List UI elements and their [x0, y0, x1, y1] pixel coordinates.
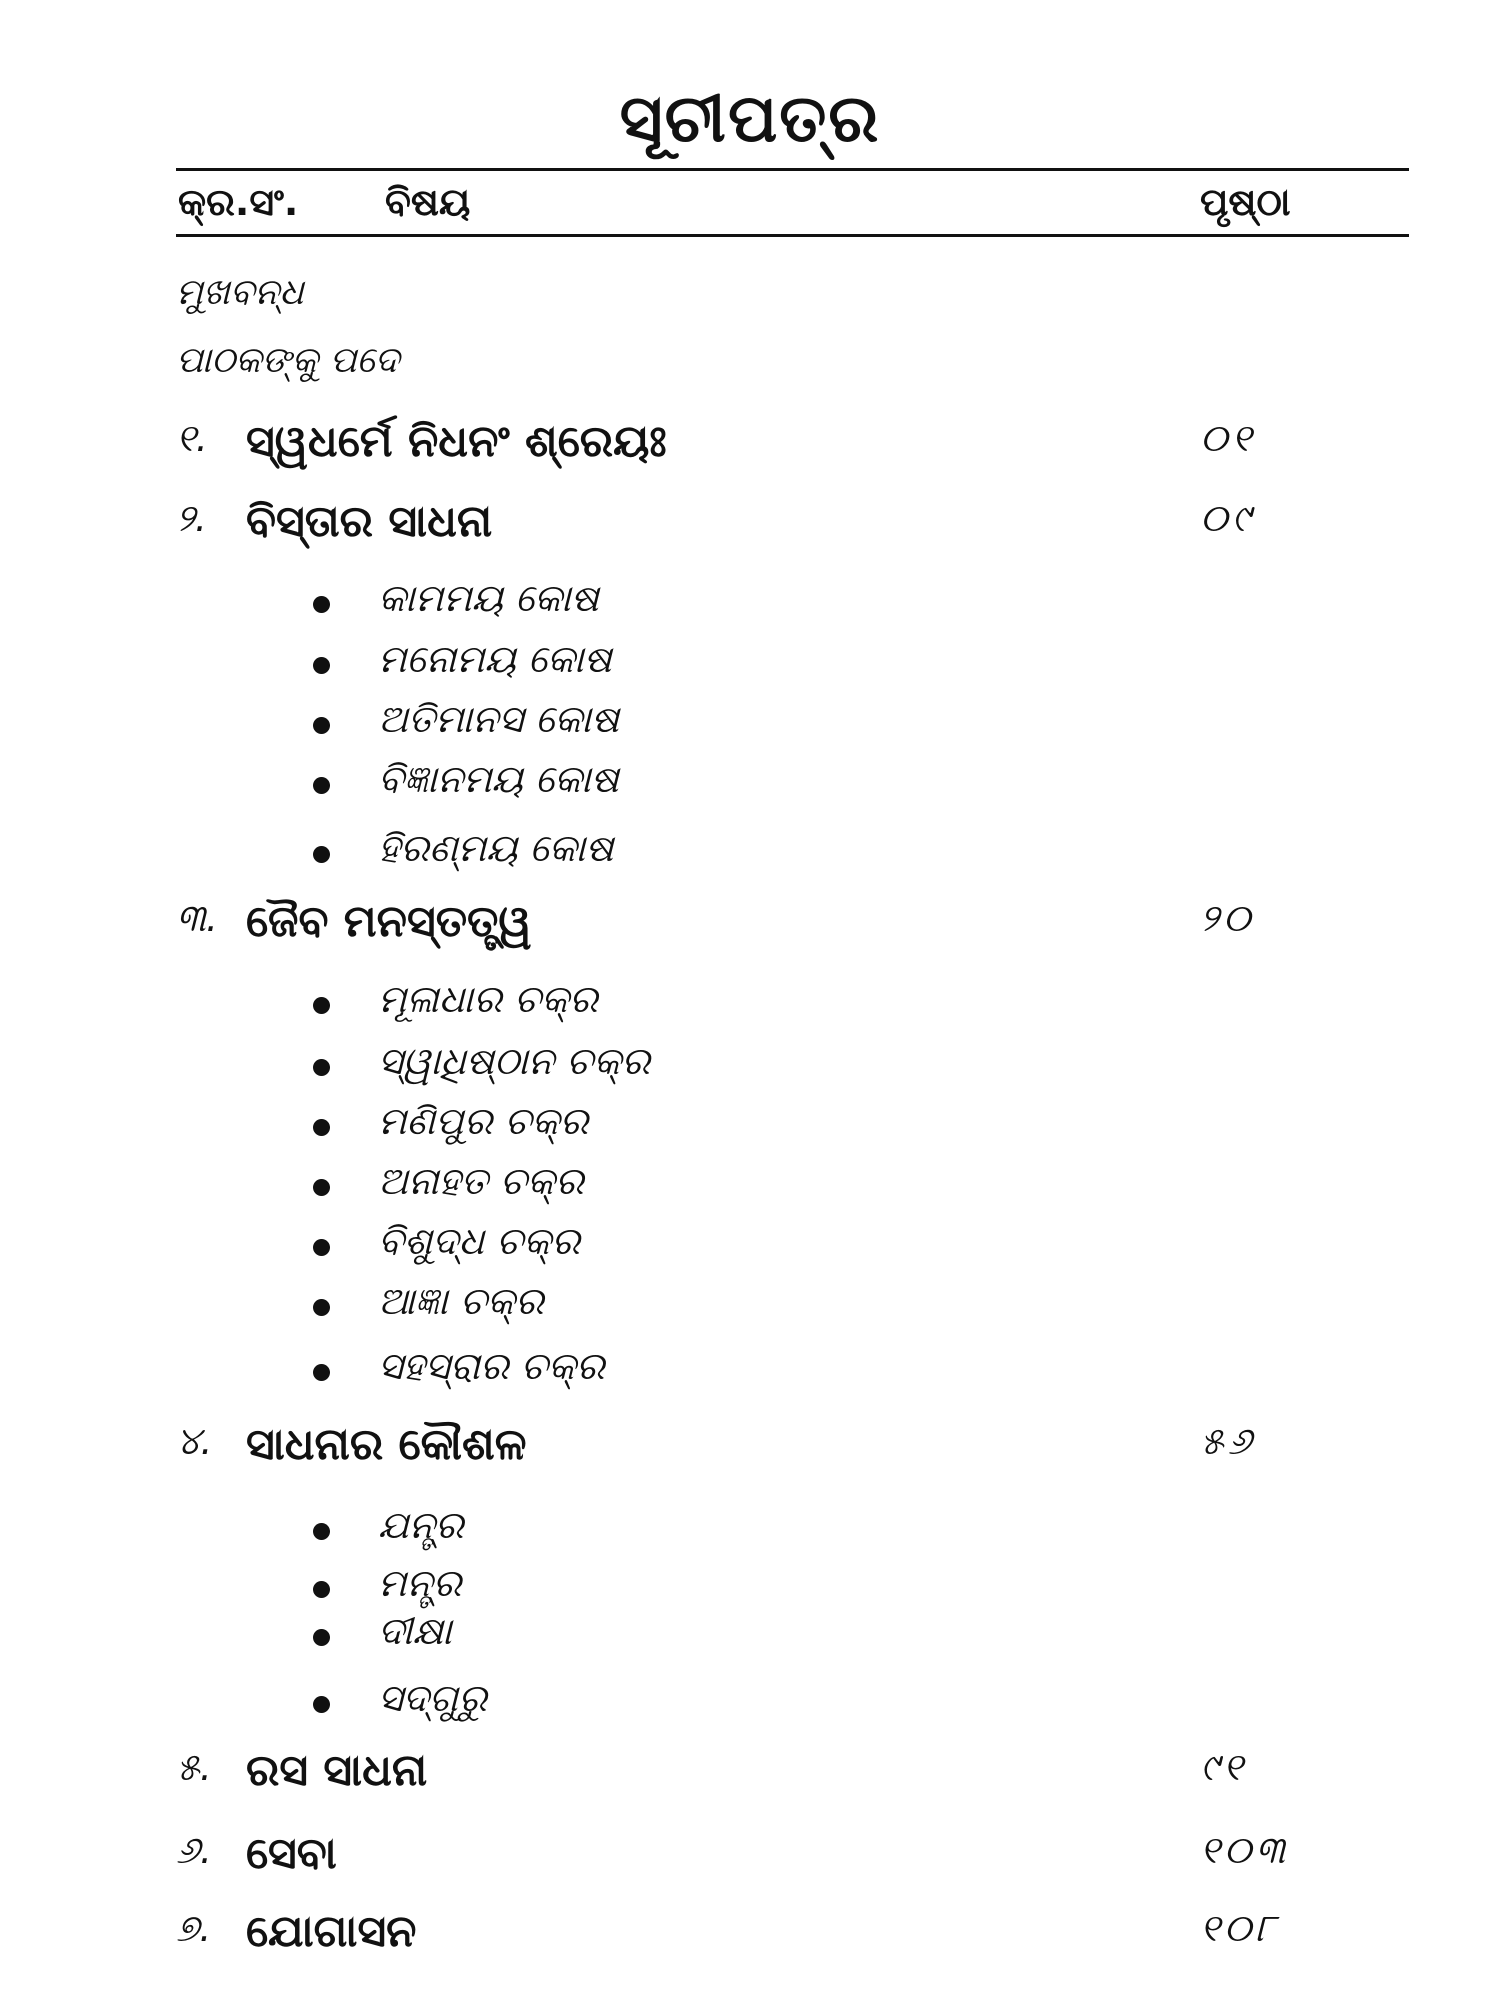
page-title: ସୂଚୀପତ୍ର — [619, 80, 881, 157]
bullet-icon — [313, 657, 330, 674]
bullet-icon — [313, 846, 330, 863]
toc-subitem[interactable] — [0, 637, 1500, 697]
toc-chapter-1[interactable] — [0, 416, 1500, 476]
chapter-title: ରସ ସାଧନା — [246, 1745, 428, 1796]
toc-chapter-5[interactable] — [0, 1745, 1500, 1805]
bullet-icon — [313, 777, 330, 794]
toc-subitem[interactable] — [0, 757, 1500, 817]
subitem-label: ବିଜ୍ଞାନମୟ କୋଷ — [378, 757, 619, 801]
bullet-icon — [313, 1629, 330, 1646]
chapter-title: ଜୈବ ମନସ୍ତତ୍ତ୍ୱ — [246, 896, 532, 947]
bullet-icon — [313, 1119, 330, 1136]
toc-subitem[interactable] — [0, 826, 1500, 886]
bullet-icon — [313, 1239, 330, 1256]
toc-subitem[interactable] — [0, 1159, 1500, 1219]
front-matter-readers-note[interactable] — [0, 340, 1500, 400]
header-serial-no: କ୍ର.ସଂ. — [178, 180, 299, 224]
subitem-label: ଯନ୍ତ୍ର — [378, 1503, 464, 1547]
header-subject: ବିଷୟ — [385, 180, 471, 224]
chapter-number: ୩. — [176, 896, 218, 940]
toc-subitem[interactable] — [0, 1344, 1500, 1404]
chapter-number: ୪. — [176, 1419, 213, 1463]
chapter-page: ୧୦୩ — [1200, 1828, 1290, 1872]
toc-subitem[interactable] — [0, 977, 1500, 1037]
bullet-icon — [313, 1299, 330, 1316]
toc-chapter-6[interactable] — [0, 1828, 1500, 1888]
chapter-number: ୫. — [176, 1745, 212, 1789]
bullet-icon — [313, 1696, 330, 1713]
chapter-page: ୫୬ — [1200, 1419, 1256, 1463]
chapter-page: ୧୦୮ — [1200, 1906, 1280, 1950]
subitem-label: ମୂଳାଧାର ଚକ୍ର — [378, 977, 598, 1021]
chapter-page: ୯୧ — [1200, 1745, 1247, 1789]
subitem-label: କାମମୟ କୋଷ — [378, 576, 599, 620]
subitem-label: ଦୀକ୍ଷା — [378, 1609, 452, 1653]
chapter-number: ୨. — [176, 496, 208, 540]
subitem-label: ଅତିମାନସ କୋଷ — [378, 697, 620, 741]
bullet-icon — [313, 1179, 330, 1196]
chapter-title: ସେବା — [246, 1828, 337, 1879]
bullet-icon — [313, 596, 330, 613]
bullet-icon — [313, 717, 330, 734]
toc-subitem[interactable] — [0, 1503, 1500, 1563]
front-matter-label: ପାଠକଙ୍କୁ ପଦେ — [176, 340, 400, 381]
toc-subitem[interactable] — [0, 697, 1500, 757]
toc-subitem[interactable] — [0, 1676, 1500, 1736]
subitem-label: ହିରଣ୍ମୟ କୋଷ — [378, 826, 614, 870]
toc-chapter-2[interactable] — [0, 496, 1500, 556]
toc-subitem[interactable] — [0, 1279, 1500, 1339]
chapter-page: ୨୦ — [1200, 896, 1255, 940]
toc-chapter-7[interactable] — [0, 1906, 1500, 1966]
subitem-label: ମଣିପୁର ଚକ୍ର — [378, 1099, 589, 1143]
toc-chapter-3[interactable] — [0, 896, 1500, 956]
front-matter-foreword[interactable] — [0, 272, 1500, 332]
subitem-label: ସହସ୍ରାର ଚକ୍ର — [378, 1344, 605, 1388]
chapter-number: ୭. — [176, 1906, 212, 1950]
subitem-label: ଅନାହତ ଚକ୍ର — [378, 1159, 584, 1203]
bullet-icon — [313, 1364, 330, 1381]
chapter-title: ଯୋଗାସନ — [246, 1906, 417, 1957]
bullet-icon — [313, 1059, 330, 1076]
chapter-title: ସ୍ୱଧର୍ମେ ନିଧନଂ ଶ୍ରେୟଃ — [246, 416, 667, 467]
front-matter-label: ମୁଖବନ୍ଧ — [176, 272, 304, 313]
subitem-label: ବିଶୁଦ୍ଧ ଚକ୍ର — [378, 1219, 581, 1263]
header-bottom-rule — [176, 234, 1409, 237]
toc-chapter-4[interactable] — [0, 1419, 1500, 1479]
subitem-label: ମନ୍ତ୍ର — [378, 1561, 462, 1605]
subitem-label: ସ୍ୱାଧିଷ୍ଠାନ ଚକ୍ର — [378, 1039, 651, 1083]
chapter-number: ୬. — [176, 1828, 212, 1872]
toc-subitem[interactable] — [0, 576, 1500, 636]
subitem-label: ଆଜ୍ଞା ଚକ୍ର — [378, 1279, 544, 1323]
toc-subitem[interactable] — [0, 1609, 1500, 1669]
toc-subitem[interactable] — [0, 1039, 1500, 1099]
toc-subitem[interactable] — [0, 1099, 1500, 1159]
header-page: ପୃଷ୍ଠା — [1200, 180, 1291, 224]
bullet-icon — [313, 997, 330, 1014]
chapter-title: ସାଧନାର କୌଶଳ — [246, 1419, 527, 1470]
header-top-rule — [176, 168, 1409, 171]
subitem-label: ସଦ୍‌ଗୁରୁ — [378, 1676, 487, 1720]
chapter-title: ବିସ୍ତାର ସାଧନା — [246, 496, 493, 547]
chapter-page: ୦୧ — [1200, 416, 1256, 460]
subitem-label: ମନୋମୟ କୋଷ — [378, 637, 612, 681]
bullet-icon — [313, 1523, 330, 1540]
chapter-page: ୦୯ — [1200, 496, 1255, 540]
bullet-icon — [313, 1581, 330, 1598]
toc-subitem[interactable] — [0, 1219, 1500, 1279]
chapter-number: ୧. — [176, 416, 208, 460]
